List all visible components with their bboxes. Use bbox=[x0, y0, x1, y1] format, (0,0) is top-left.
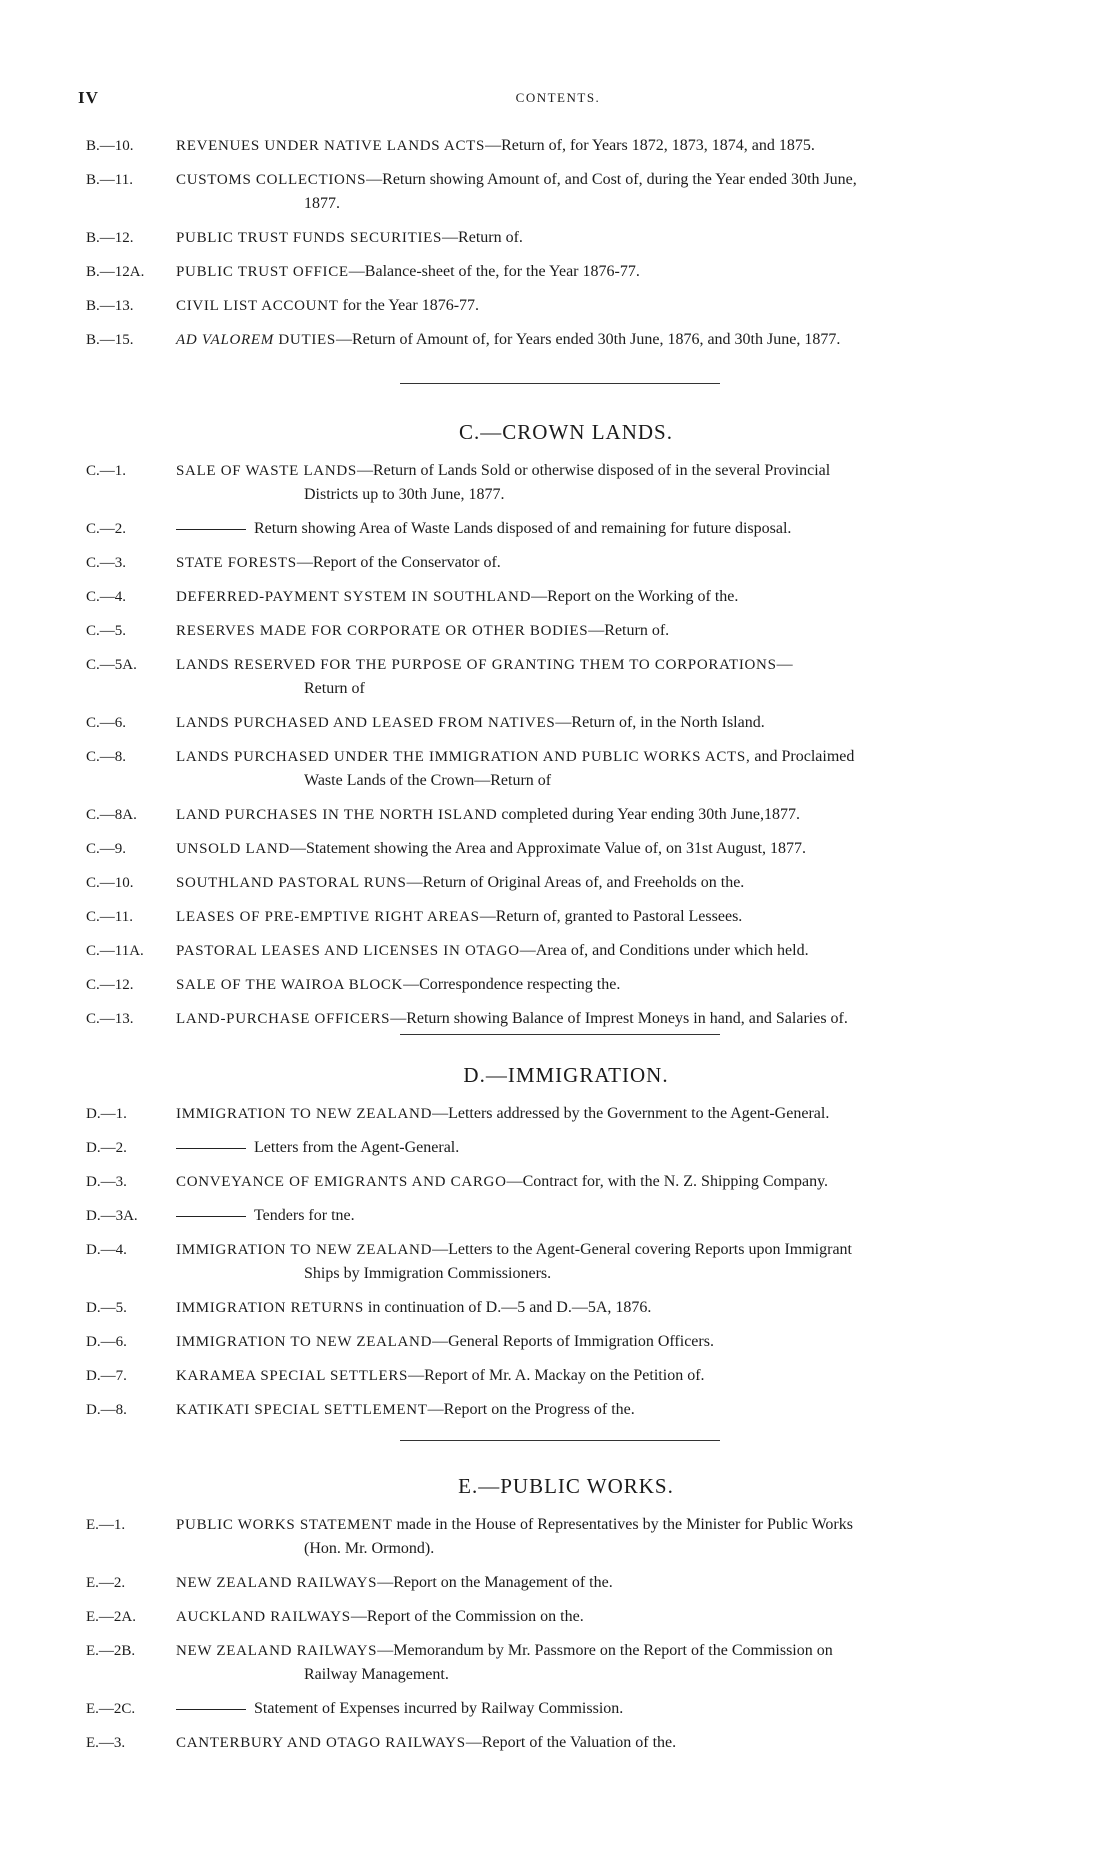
section-divider bbox=[400, 1034, 720, 1035]
entry-first-line bbox=[176, 1734, 676, 1751]
entry-first-line bbox=[176, 1608, 584, 1625]
entry-description bbox=[176, 745, 1038, 793]
contents-entry bbox=[86, 1296, 1046, 1320]
entry-description bbox=[176, 619, 1038, 643]
entry-title: PUBLIC TRUST OFFICE bbox=[176, 264, 349, 280]
entry-description bbox=[176, 653, 1038, 701]
entry-title: LAND-PURCHASE OFFICERS bbox=[176, 1011, 391, 1027]
entry-code: C.—4. bbox=[86, 589, 127, 605]
contents-entry bbox=[86, 803, 1046, 827]
entry-description bbox=[176, 168, 1038, 216]
entry-first-line bbox=[176, 1299, 651, 1316]
entry-code: C.—11. bbox=[86, 909, 133, 925]
entry-code: E.—1. bbox=[86, 1517, 126, 1533]
entry-first-line bbox=[176, 137, 815, 154]
contents-entry bbox=[86, 1136, 1046, 1160]
entry-text: —Return of, for Years 1872, 1873, 1874, and 1875. bbox=[485, 137, 815, 154]
entry-first-line bbox=[176, 1173, 828, 1190]
entry-code: D.—2. bbox=[86, 1140, 127, 1156]
entry-text: —Return of, in the North Island. bbox=[555, 714, 765, 731]
entry-title: IMMIGRATION TO NEW ZEALAND bbox=[176, 1106, 433, 1122]
entry-text: completed during Year ending 30th June,1877. bbox=[497, 806, 801, 823]
entry-continuation: Railway Management. bbox=[304, 1666, 449, 1683]
entry-title: PUBLIC TRUST FUNDS SECURITIES bbox=[176, 230, 443, 246]
entry-text: —Statement showing the Area and Approximate Value of, on 31st August, 1877. bbox=[289, 840, 807, 857]
entry-description bbox=[176, 134, 1038, 158]
entry-description bbox=[176, 1102, 1038, 1126]
contents-entry bbox=[86, 1170, 1046, 1194]
entry-title: AD VALOREM bbox=[176, 332, 274, 348]
entry-first-line bbox=[176, 1010, 848, 1027]
entry-first-line bbox=[176, 1105, 829, 1122]
section-heading: E.—PUBLIC WORKS. bbox=[458, 1474, 674, 1498]
entry-text: —Report of the Valuation of the. bbox=[465, 1734, 677, 1751]
entry-text: for the Year 1876-77. bbox=[338, 297, 480, 314]
entry-first-line bbox=[176, 462, 830, 479]
entry-text: —Balance-sheet of the, for the Year 1876-77. bbox=[348, 263, 640, 280]
contents-entry bbox=[86, 871, 1046, 895]
entry-text: Tenders for tne. bbox=[254, 1207, 355, 1224]
entry-code: E.—3. bbox=[86, 1735, 126, 1751]
entry-title: CUSTOMS COLLECTIONS bbox=[176, 172, 367, 188]
contents-entry bbox=[86, 1731, 1046, 1755]
entry-first-line bbox=[176, 806, 800, 823]
section-divider bbox=[400, 383, 720, 384]
entry-code: D.—6. bbox=[86, 1334, 127, 1350]
contents-entry bbox=[86, 585, 1046, 609]
section-heading: D.—IMMIGRATION. bbox=[463, 1063, 669, 1087]
entry-text: —Report on the Management of the. bbox=[377, 1574, 613, 1591]
entry-continuation: Ships by Immigration Commissioners. bbox=[304, 1265, 552, 1282]
entry-first-line bbox=[176, 656, 793, 673]
entry-title-continuation: DUTIES bbox=[273, 332, 336, 348]
entry-description bbox=[176, 1238, 1038, 1286]
entry-text: Statement of Expenses incurred by Railway Commission. bbox=[254, 1700, 624, 1717]
entry-title: NEW ZEALAND RAILWAYS bbox=[176, 1575, 378, 1591]
contents-entry bbox=[86, 134, 1046, 158]
entry-first-line bbox=[176, 1700, 623, 1717]
entry-code: D.—1. bbox=[86, 1106, 127, 1122]
entry-text: Letters from the Agent-General. bbox=[254, 1139, 460, 1156]
entry-first-line bbox=[176, 331, 840, 348]
entry-title: UNSOLD LAND bbox=[176, 841, 290, 857]
contents-entry bbox=[86, 1697, 1046, 1721]
entry-description bbox=[176, 1697, 1038, 1721]
section-c bbox=[86, 420, 1046, 1041]
entry-title: STATE FORESTS bbox=[176, 555, 297, 571]
entry-first-line bbox=[176, 714, 765, 731]
entry-first-line bbox=[176, 748, 854, 765]
section-b bbox=[86, 134, 1046, 362]
entry-title: KARAMEA SPECIAL SETTLERS bbox=[176, 1368, 409, 1384]
contents-entry bbox=[86, 653, 1046, 701]
contents-entry bbox=[86, 939, 1046, 963]
entry-code: B.—10. bbox=[86, 138, 134, 154]
entry-description bbox=[176, 973, 1038, 997]
contents-entry bbox=[86, 837, 1046, 861]
entry-text: —Return of Amount of, for Years ended 30th June, 1876, and 30th June, 1877. bbox=[335, 331, 841, 348]
entry-title: PUBLIC WORKS STATEMENT bbox=[176, 1517, 393, 1533]
entry-title: KATIKATI SPECIAL SETTLEMENT bbox=[176, 1402, 428, 1418]
entry-first-line bbox=[176, 263, 640, 280]
contents-entry bbox=[86, 711, 1046, 735]
entry-first-line bbox=[176, 520, 791, 537]
entry-description bbox=[176, 260, 1038, 284]
entry-description bbox=[176, 1330, 1038, 1354]
entry-code: D.—8. bbox=[86, 1402, 127, 1418]
entry-first-line bbox=[176, 840, 806, 857]
entry-first-line bbox=[176, 942, 809, 959]
entry-text: —Return of. bbox=[442, 229, 523, 246]
entry-code: C.—8. bbox=[86, 749, 127, 765]
entry-first-line bbox=[176, 1333, 714, 1350]
entry-first-line bbox=[176, 976, 620, 993]
entry-title: CIVIL LIST ACCOUNT bbox=[176, 298, 339, 314]
entry-code: D.—3. bbox=[86, 1174, 127, 1190]
entry-code: B.—11. bbox=[86, 172, 133, 188]
entry-text: — bbox=[776, 656, 793, 673]
entry-description bbox=[176, 1513, 1038, 1561]
entry-title: SALE OF THE WAIROA BLOCK bbox=[176, 977, 404, 993]
entry-code: E.—2C. bbox=[86, 1701, 136, 1717]
entry-description bbox=[176, 905, 1038, 929]
contents-entry bbox=[86, 459, 1046, 507]
entry-title: IMMIGRATION TO NEW ZEALAND bbox=[176, 1242, 433, 1258]
entry-text: —Memorandum by Mr. Passmore on the Report of the Commission on bbox=[377, 1642, 833, 1659]
entry-text: —Report of the Commission on the. bbox=[350, 1608, 584, 1625]
section-d bbox=[86, 1063, 1046, 1432]
entry-text: —Correspondence respecting the. bbox=[403, 976, 621, 993]
entry-first-line bbox=[176, 1642, 833, 1659]
entry-title: DEFERRED-PAYMENT SYSTEM IN SOUTHLAND bbox=[176, 589, 532, 605]
entry-first-line bbox=[176, 1516, 853, 1533]
entry-title: LANDS PURCHASED AND LEASED FROM NATIVES bbox=[176, 715, 556, 731]
contents-entry bbox=[86, 1238, 1046, 1286]
contents-entry bbox=[86, 168, 1046, 216]
entry-code: B.—12A. bbox=[86, 264, 145, 280]
entry-title: LANDS PURCHASED UNDER THE IMMIGRATION AND PUBLIC WORKS ACTS, bbox=[176, 749, 751, 765]
entry-continuation: (Hon. Mr. Ormond). bbox=[304, 1540, 435, 1557]
page-number: IV bbox=[78, 88, 99, 107]
entry-description bbox=[176, 551, 1038, 575]
entry-text: —Report of Mr. A. Mackay on the Petition of. bbox=[408, 1367, 705, 1384]
entry-code: C.—6. bbox=[86, 715, 127, 731]
entry-code: C.—5. bbox=[86, 623, 127, 639]
contents-entry bbox=[86, 1007, 1046, 1031]
entry-text: —Letters addressed by the Government to the Agent-General. bbox=[432, 1105, 830, 1122]
ditto-dash bbox=[176, 1216, 246, 1217]
entry-description bbox=[176, 226, 1038, 250]
entry-description bbox=[176, 1364, 1038, 1388]
entry-code: C.—1. bbox=[86, 463, 127, 479]
contents-entry bbox=[86, 294, 1046, 318]
entry-description bbox=[176, 585, 1038, 609]
entry-text: —General Reports of Immigration Officers. bbox=[432, 1333, 714, 1350]
entry-title: NEW ZEALAND RAILWAYS bbox=[176, 1643, 378, 1659]
entry-code: C.—8A. bbox=[86, 807, 137, 823]
entry-description bbox=[176, 1007, 1038, 1031]
contents-entry bbox=[86, 1513, 1046, 1561]
entry-description bbox=[176, 1398, 1038, 1422]
entry-code: C.—9. bbox=[86, 841, 127, 857]
entry-text: —Report of the Conservator of. bbox=[296, 554, 501, 571]
entry-first-line bbox=[176, 554, 501, 571]
contents-entry bbox=[86, 1204, 1046, 1228]
entry-code: C.—10. bbox=[86, 875, 134, 891]
entry-description bbox=[176, 871, 1038, 895]
entry-code: C.—11A. bbox=[86, 943, 144, 959]
entry-text: —Return of. bbox=[588, 622, 670, 639]
ditto-dash bbox=[176, 1709, 246, 1710]
entry-code: B.—12. bbox=[86, 230, 134, 246]
entry-description bbox=[176, 328, 1038, 352]
entry-first-line bbox=[176, 1241, 852, 1258]
contents-entry bbox=[86, 619, 1046, 643]
entry-description bbox=[176, 803, 1038, 827]
entry-description bbox=[176, 1639, 1038, 1687]
contents-entry bbox=[86, 517, 1046, 541]
entry-title: PASTORAL LEASES AND LICENSES IN OTAGO bbox=[176, 943, 520, 959]
ditto-dash bbox=[176, 529, 246, 530]
entry-continuation: Districts up to 30th June, 1877. bbox=[304, 486, 505, 503]
entry-text: Return showing Area of Waste Lands disposed of and remaining for future disposal. bbox=[254, 520, 792, 537]
contents-entry bbox=[86, 1102, 1046, 1126]
entry-description bbox=[176, 1571, 1038, 1595]
contents-entry bbox=[86, 1398, 1046, 1422]
running-title: CONTENTS. bbox=[515, 90, 601, 105]
entry-code: C.—12. bbox=[86, 977, 134, 993]
entry-title: SOUTHLAND PASTORAL RUNS bbox=[176, 875, 407, 891]
contents-entry bbox=[86, 745, 1046, 793]
entry-text: —Return showing Balance of Imprest Moneys in hand, and Salaries of. bbox=[390, 1010, 848, 1027]
entry-first-line bbox=[176, 874, 744, 891]
entry-text: —Return of Original Areas of, and Freeholds on the. bbox=[406, 874, 745, 891]
section-e bbox=[86, 1474, 1046, 1765]
entry-first-line bbox=[176, 1207, 355, 1224]
entry-text: —Contract for, with the N. Z. Shipping Company. bbox=[506, 1173, 829, 1190]
entry-title: CONVEYANCE OF EMIGRANTS AND CARGO bbox=[176, 1174, 507, 1190]
entry-description bbox=[176, 1136, 1038, 1160]
entry-first-line bbox=[176, 908, 742, 925]
entry-description bbox=[176, 1605, 1038, 1629]
entry-description bbox=[176, 294, 1038, 318]
contents-entry bbox=[86, 551, 1046, 575]
entry-text: —Area of, and Conditions under which held. bbox=[519, 942, 809, 959]
entry-code: C.—5A. bbox=[86, 657, 137, 673]
entry-code: B.—15. bbox=[86, 332, 134, 348]
entry-first-line bbox=[176, 297, 479, 314]
entry-title: IMMIGRATION TO NEW ZEALAND bbox=[176, 1334, 433, 1350]
entry-first-line bbox=[176, 1367, 705, 1384]
contents-entry bbox=[86, 905, 1046, 929]
entry-text: and Proclaimed bbox=[750, 748, 855, 765]
contents-entry bbox=[86, 1571, 1046, 1595]
entry-description bbox=[176, 837, 1038, 861]
entry-description bbox=[176, 1731, 1038, 1755]
page-header bbox=[78, 88, 1038, 112]
entry-first-line bbox=[176, 229, 523, 246]
contents-entry bbox=[86, 1364, 1046, 1388]
entry-text: —Letters to the Agent-General covering Reports upon Immigrant bbox=[432, 1241, 852, 1258]
entry-continuation: Waste Lands of the Crown—Return of bbox=[304, 772, 552, 789]
entry-title: REVENUES UNDER NATIVE LANDS ACTS bbox=[176, 138, 486, 154]
entry-first-line bbox=[176, 171, 857, 188]
entry-code: D.—5. bbox=[86, 1300, 127, 1316]
entry-title: LAND PURCHASES IN THE NORTH ISLAND bbox=[176, 807, 498, 823]
entry-title: IMMIGRATION RETURNS bbox=[176, 1300, 364, 1316]
entry-text: —Return of, granted to Pastoral Lessees. bbox=[479, 908, 743, 925]
section-heading: C.—CROWN LANDS. bbox=[459, 420, 673, 444]
entry-first-line bbox=[176, 1401, 635, 1418]
entry-code: E.—2. bbox=[86, 1575, 126, 1591]
entry-description bbox=[176, 1170, 1038, 1194]
entry-code: D.—7. bbox=[86, 1368, 127, 1384]
entry-code: D.—4. bbox=[86, 1242, 127, 1258]
entry-text: —Return showing Amount of, and Cost of, during the Year ended 30th June, bbox=[366, 171, 857, 188]
entry-title: AUCKLAND RAILWAYS bbox=[176, 1609, 351, 1625]
entry-first-line bbox=[176, 1139, 459, 1156]
entry-code: B.—13. bbox=[86, 298, 134, 314]
entry-text: —Return of Lands Sold or otherwise disposed of in the several Provincial bbox=[356, 462, 831, 479]
section-divider bbox=[400, 1440, 720, 1441]
entry-continuation: Return of bbox=[304, 680, 365, 697]
entry-code: E.—2B. bbox=[86, 1643, 136, 1659]
entry-text: in continuation of D.—5 and D.—5A, 1876. bbox=[363, 1299, 652, 1316]
entry-code: C.—2. bbox=[86, 521, 127, 537]
entry-text: —Report on the Working of the. bbox=[531, 588, 739, 605]
ditto-dash bbox=[176, 1148, 246, 1149]
contents-entry bbox=[86, 1605, 1046, 1629]
contents-entry bbox=[86, 226, 1046, 250]
entry-first-line bbox=[176, 588, 738, 605]
entry-title: CANTERBURY AND OTAGO RAILWAYS bbox=[176, 1735, 466, 1751]
entry-code: C.—13. bbox=[86, 1011, 134, 1027]
entry-description bbox=[176, 1296, 1038, 1320]
entry-text: made in the House of Representatives by the Minister for Public Works bbox=[392, 1516, 853, 1533]
contents-entry bbox=[86, 328, 1046, 352]
entry-description bbox=[176, 939, 1038, 963]
entry-title: LANDS RESERVED FOR THE PURPOSE OF GRANTING THEM TO CORPORATIONS bbox=[176, 657, 777, 673]
entry-description bbox=[176, 1204, 1038, 1228]
contents-entry bbox=[86, 1330, 1046, 1354]
entry-first-line bbox=[176, 1574, 613, 1591]
entry-code: D.—3A. bbox=[86, 1208, 138, 1224]
entry-text: —Report on the Progress of the. bbox=[427, 1401, 635, 1418]
entry-description bbox=[176, 517, 1038, 541]
entry-description bbox=[176, 459, 1038, 507]
contents-entry bbox=[86, 973, 1046, 997]
entry-continuation: 1877. bbox=[304, 195, 340, 212]
contents-entry bbox=[86, 1639, 1046, 1687]
entry-description bbox=[176, 711, 1038, 735]
entry-code: C.—3. bbox=[86, 555, 127, 571]
entry-first-line bbox=[176, 622, 669, 639]
entry-title: LEASES OF PRE-EMPTIVE RIGHT AREAS bbox=[176, 909, 480, 925]
contents-entry bbox=[86, 260, 1046, 284]
entry-title: RESERVES MADE FOR CORPORATE OR OTHER BODIES bbox=[176, 623, 589, 639]
entry-code: E.—2A. bbox=[86, 1609, 136, 1625]
entry-title: SALE OF WASTE LANDS bbox=[176, 463, 357, 479]
